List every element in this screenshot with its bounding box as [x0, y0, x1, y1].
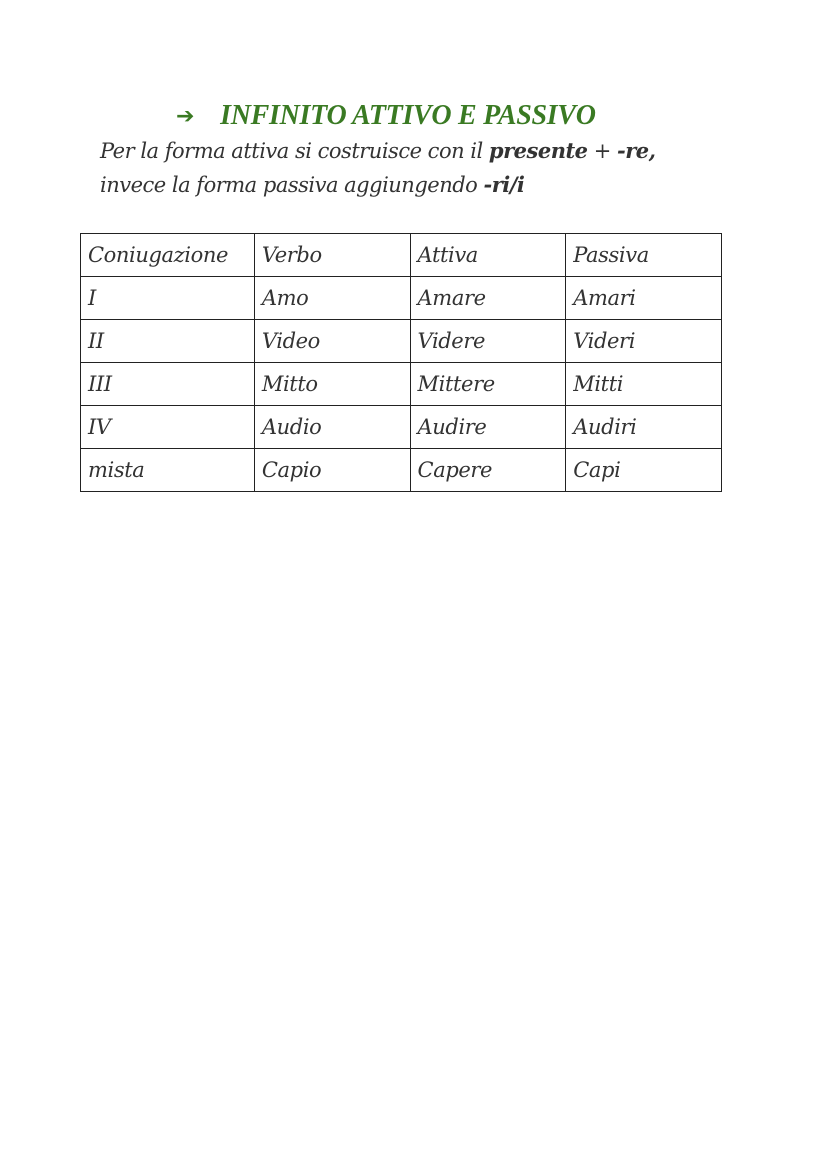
- intro-line-2: [100, 168, 740, 202]
- intro-paragraph: [100, 134, 740, 202]
- table-cell: Videri: [566, 320, 722, 363]
- right-arrow-icon: ➔: [176, 103, 195, 129]
- table-cell: Mitto: [254, 363, 410, 406]
- intro-text: +: [587, 139, 617, 163]
- intro-text: invece la forma passiva aggiungendo: [100, 173, 484, 197]
- table-header-row: [81, 234, 722, 277]
- page-title-text: INFINITO ATTIVO E PASSIVO: [220, 100, 596, 131]
- table-cell: Capere: [410, 449, 566, 492]
- table-cell: Amo: [254, 277, 410, 320]
- table-cell: Video: [254, 320, 410, 363]
- table-row: [81, 449, 722, 492]
- table-cell: I: [81, 277, 255, 320]
- header-cell-verbo: Verbo: [254, 234, 410, 277]
- table-cell: II: [81, 320, 255, 363]
- table-cell: Videre: [410, 320, 566, 363]
- table-cell: Audio: [254, 406, 410, 449]
- intro-text: Per la forma attiva si costruisce con il: [100, 139, 489, 163]
- header-cell-passiva: Passiva: [566, 234, 722, 277]
- header-cell-coniugazione: Coniugazione: [81, 234, 255, 277]
- table-cell: Mittere: [410, 363, 566, 406]
- conjugation-table: [80, 233, 722, 492]
- table-cell: Capi: [566, 449, 722, 492]
- table-row: [81, 320, 722, 363]
- table-cell: Mitti: [566, 363, 722, 406]
- table-cell: Audire: [410, 406, 566, 449]
- intro-bold-presente: presente: [488, 138, 588, 163]
- header-cell-attiva: Attiva: [410, 234, 566, 277]
- intro-bold-re: -re,: [616, 138, 656, 163]
- table-cell: Amari: [566, 277, 722, 320]
- table-row: [81, 406, 722, 449]
- table-cell: mista: [81, 449, 255, 492]
- table-row: [81, 277, 722, 320]
- table-cell: Audiri: [566, 406, 722, 449]
- intro-line-1: [100, 134, 740, 168]
- table-cell: III: [81, 363, 255, 406]
- table-cell: IV: [81, 406, 255, 449]
- table-cell: Amare: [410, 277, 566, 320]
- page-title: [176, 96, 736, 136]
- table-cell: Capio: [254, 449, 410, 492]
- intro-bold-ri-i: -ri/i: [483, 172, 525, 197]
- table-row: [81, 363, 722, 406]
